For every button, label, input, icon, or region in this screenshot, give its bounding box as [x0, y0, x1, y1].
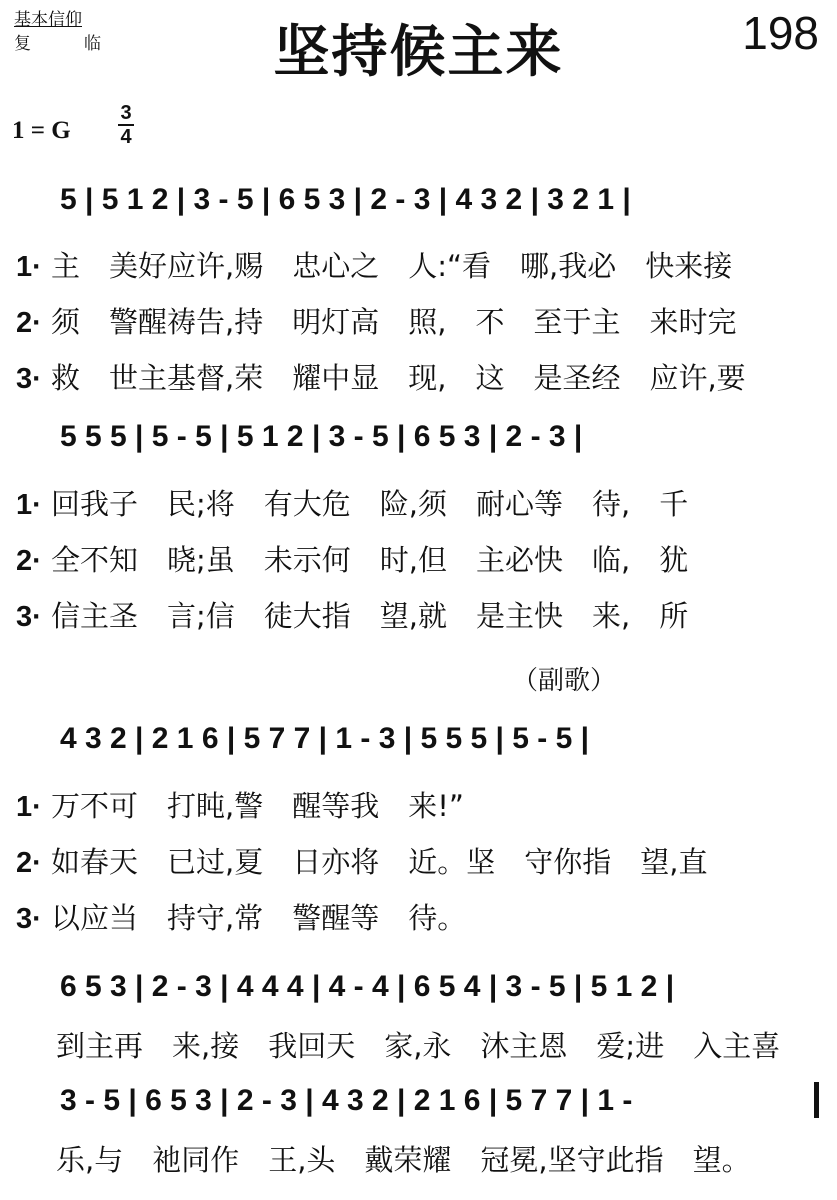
verse-number: 2·: [16, 545, 42, 577]
verse-number: 2·: [16, 847, 42, 879]
time-signature-bottom: 4: [118, 124, 134, 148]
verse-number: 3·: [16, 601, 42, 633]
lyric-text: 主 美好应许,赐 忠心之 人:“看 哪,我必 快来接: [51, 249, 733, 283]
verse-number: 3·: [16, 363, 42, 395]
verse-number: 1·: [16, 791, 42, 823]
lyric-line: [16, 300, 736, 341]
time-signature-top: 3: [120, 102, 132, 124]
notation-line: 5 | 5 1 2 | 3 - 5 | 6 5 3 | 2 - 3 | 4 3 2 | 3 2 1 |: [60, 183, 631, 216]
lyric-text: 以应当 持守,常 警醒等 待。: [51, 901, 467, 935]
verse-number: 1·: [16, 489, 42, 521]
lyric-line: [16, 896, 466, 937]
verse-number: 2·: [16, 307, 42, 339]
page-title: 坚持候主来: [273, 20, 564, 85]
lyric-line: [16, 356, 746, 397]
notation-line: 6 5 3 | 2 - 3 | 4 4 4 | 4 - 4 | 6 5 4 | 3 - 5 | 5 1 2 |: [60, 970, 675, 1003]
chorus-label: （副歌）: [512, 666, 617, 696]
hymn-number: 198: [742, 7, 819, 59]
verse-number: 3·: [16, 903, 42, 935]
lyric-text: 救 世主基督,荣 耀中显 现, 这 是圣经 应许,要: [51, 361, 746, 395]
notation-line: 3 - 5 | 6 5 3 | 2 - 3 | 4 3 2 | 2 1 6 | 5 7 7 | 1 -: [60, 1084, 633, 1117]
lyric-line: [56, 1138, 751, 1179]
notation-line: 5 5 5 | 5 - 5 | 5 1 2 | 3 - 5 | 6 5 3 | 2 - 3 |: [60, 420, 583, 453]
time-signature: [118, 102, 134, 148]
lyric-text: 乐,与 祂同作 王,头 戴荣耀 冠冕,坚守此指 望。: [56, 1143, 751, 1177]
lyric-line: [16, 840, 707, 881]
lyric-text: 回我子 民;将 有大危 险,须 耐心等 待, 千: [51, 487, 689, 521]
lyric-text: 全不知 晓;虽 未示何 时,但 主必快 临, 犹: [51, 543, 689, 577]
notation-line: 4 3 2 | 2 1 6 | 5 7 7 | 1 - 3 | 5 5 5 | 5 - 5 |: [60, 722, 589, 755]
lyric-line: [16, 594, 688, 635]
lyric-line: [16, 244, 732, 285]
lyric-text: 到主再 来,接 我回天 家,永 沐主恩 爱;进 入主喜: [56, 1029, 781, 1063]
hymn-subcategory: 复 临: [14, 34, 119, 54]
hymn-category: 基本信仰: [14, 10, 82, 30]
final-barline: [814, 1082, 819, 1118]
lyric-line: [16, 482, 688, 523]
lyric-text: 万不可 打盹,警 醒等我 来!”: [51, 789, 464, 823]
lyric-text: 如春天 已过,夏 日亦将 近。坚 守你指 望,直: [51, 845, 708, 879]
key-signature: 1 = G: [12, 117, 71, 144]
lyric-line: [56, 1024, 780, 1065]
lyric-line: [16, 538, 688, 579]
verse-number: 1·: [16, 251, 42, 283]
lyric-line: [16, 784, 464, 825]
lyric-text: 信主圣 言;信 徒大指 望,就 是主快 来, 所: [51, 599, 689, 633]
lyric-text: 须 警醒祷告,持 明灯高 照, 不 至于主 来时完: [51, 305, 737, 339]
